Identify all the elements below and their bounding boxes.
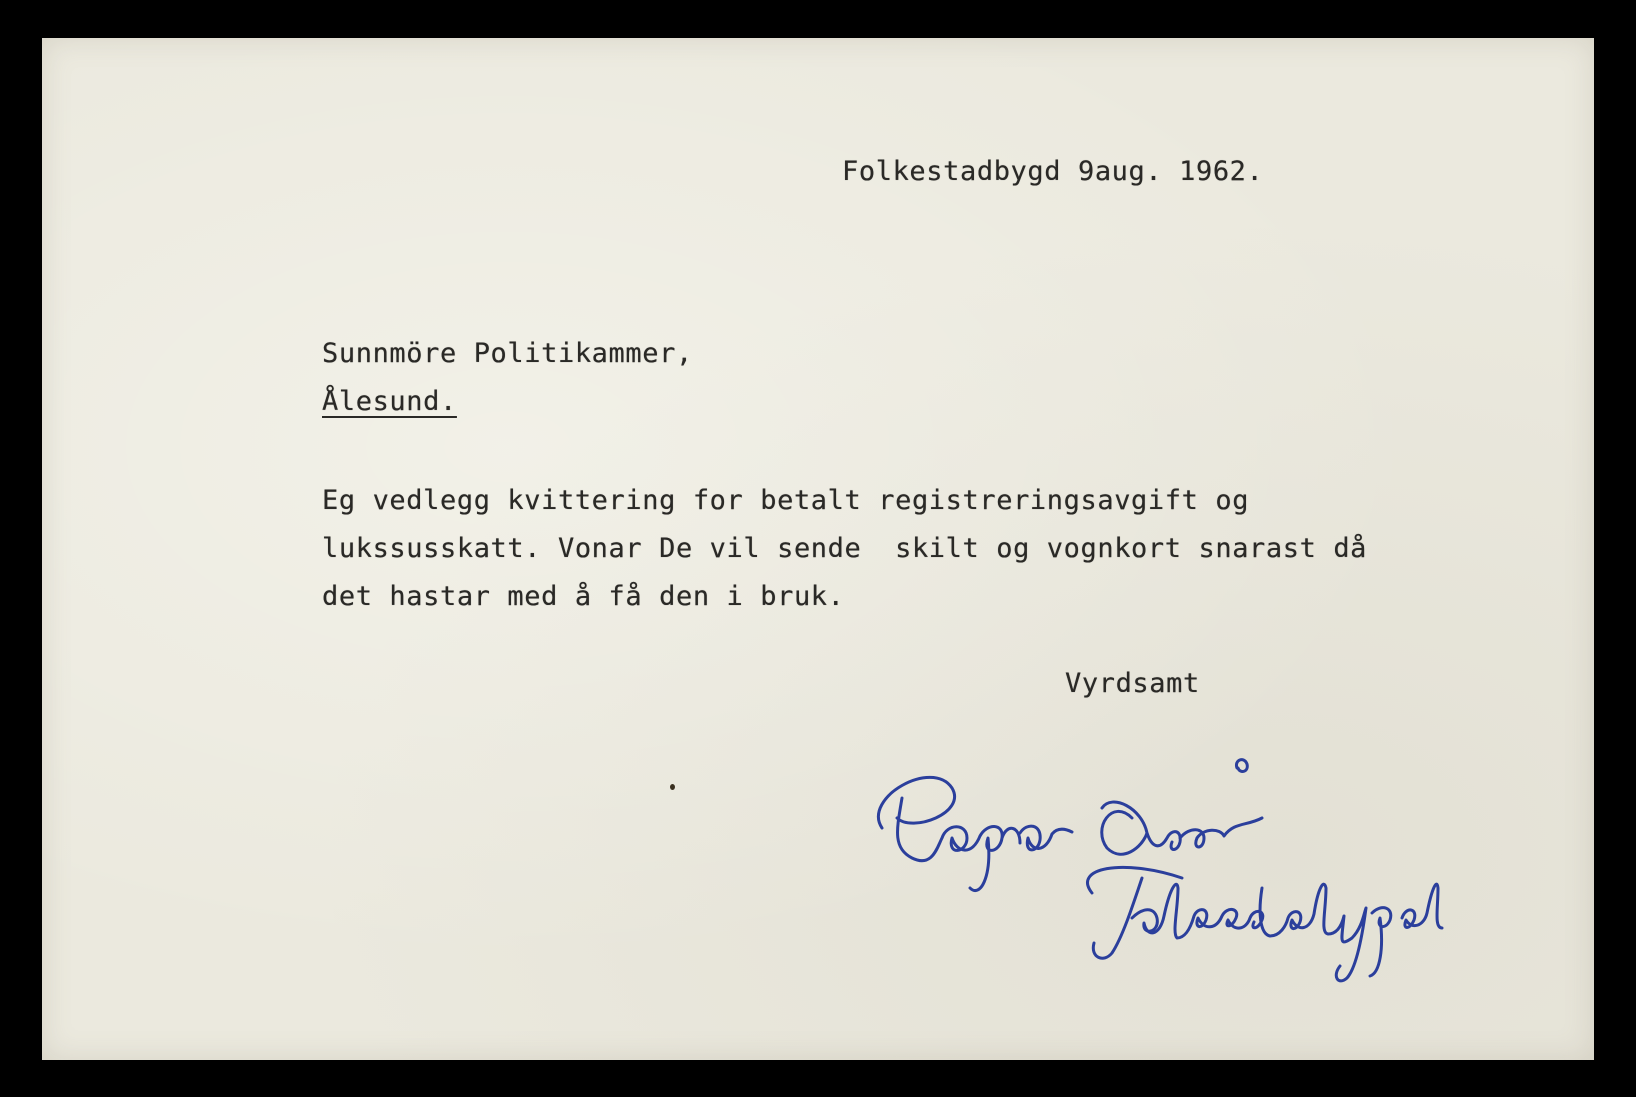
closing-salutation: Vyrdsamt: [1065, 668, 1200, 699]
handwritten-signature: [842, 738, 1542, 1018]
body-line-2: lukssusskatt. Vonar De vil sende skilt og vognkort snarast då: [322, 533, 1368, 564]
body-line-3: det hastar med å få den i bruk.: [322, 581, 845, 612]
recipient-name: Sunnmöre Politikammer,: [322, 338, 693, 369]
letter-date: Folkestadbygd 9aug. 1962.: [842, 156, 1264, 187]
letter-paper: [42, 38, 1594, 1060]
recipient-city: Ålesund.: [322, 386, 457, 417]
ink-speck: [670, 784, 675, 790]
body-line-1: Eg vedlegg kvittering for betalt registreringsavgift og: [322, 485, 1250, 516]
